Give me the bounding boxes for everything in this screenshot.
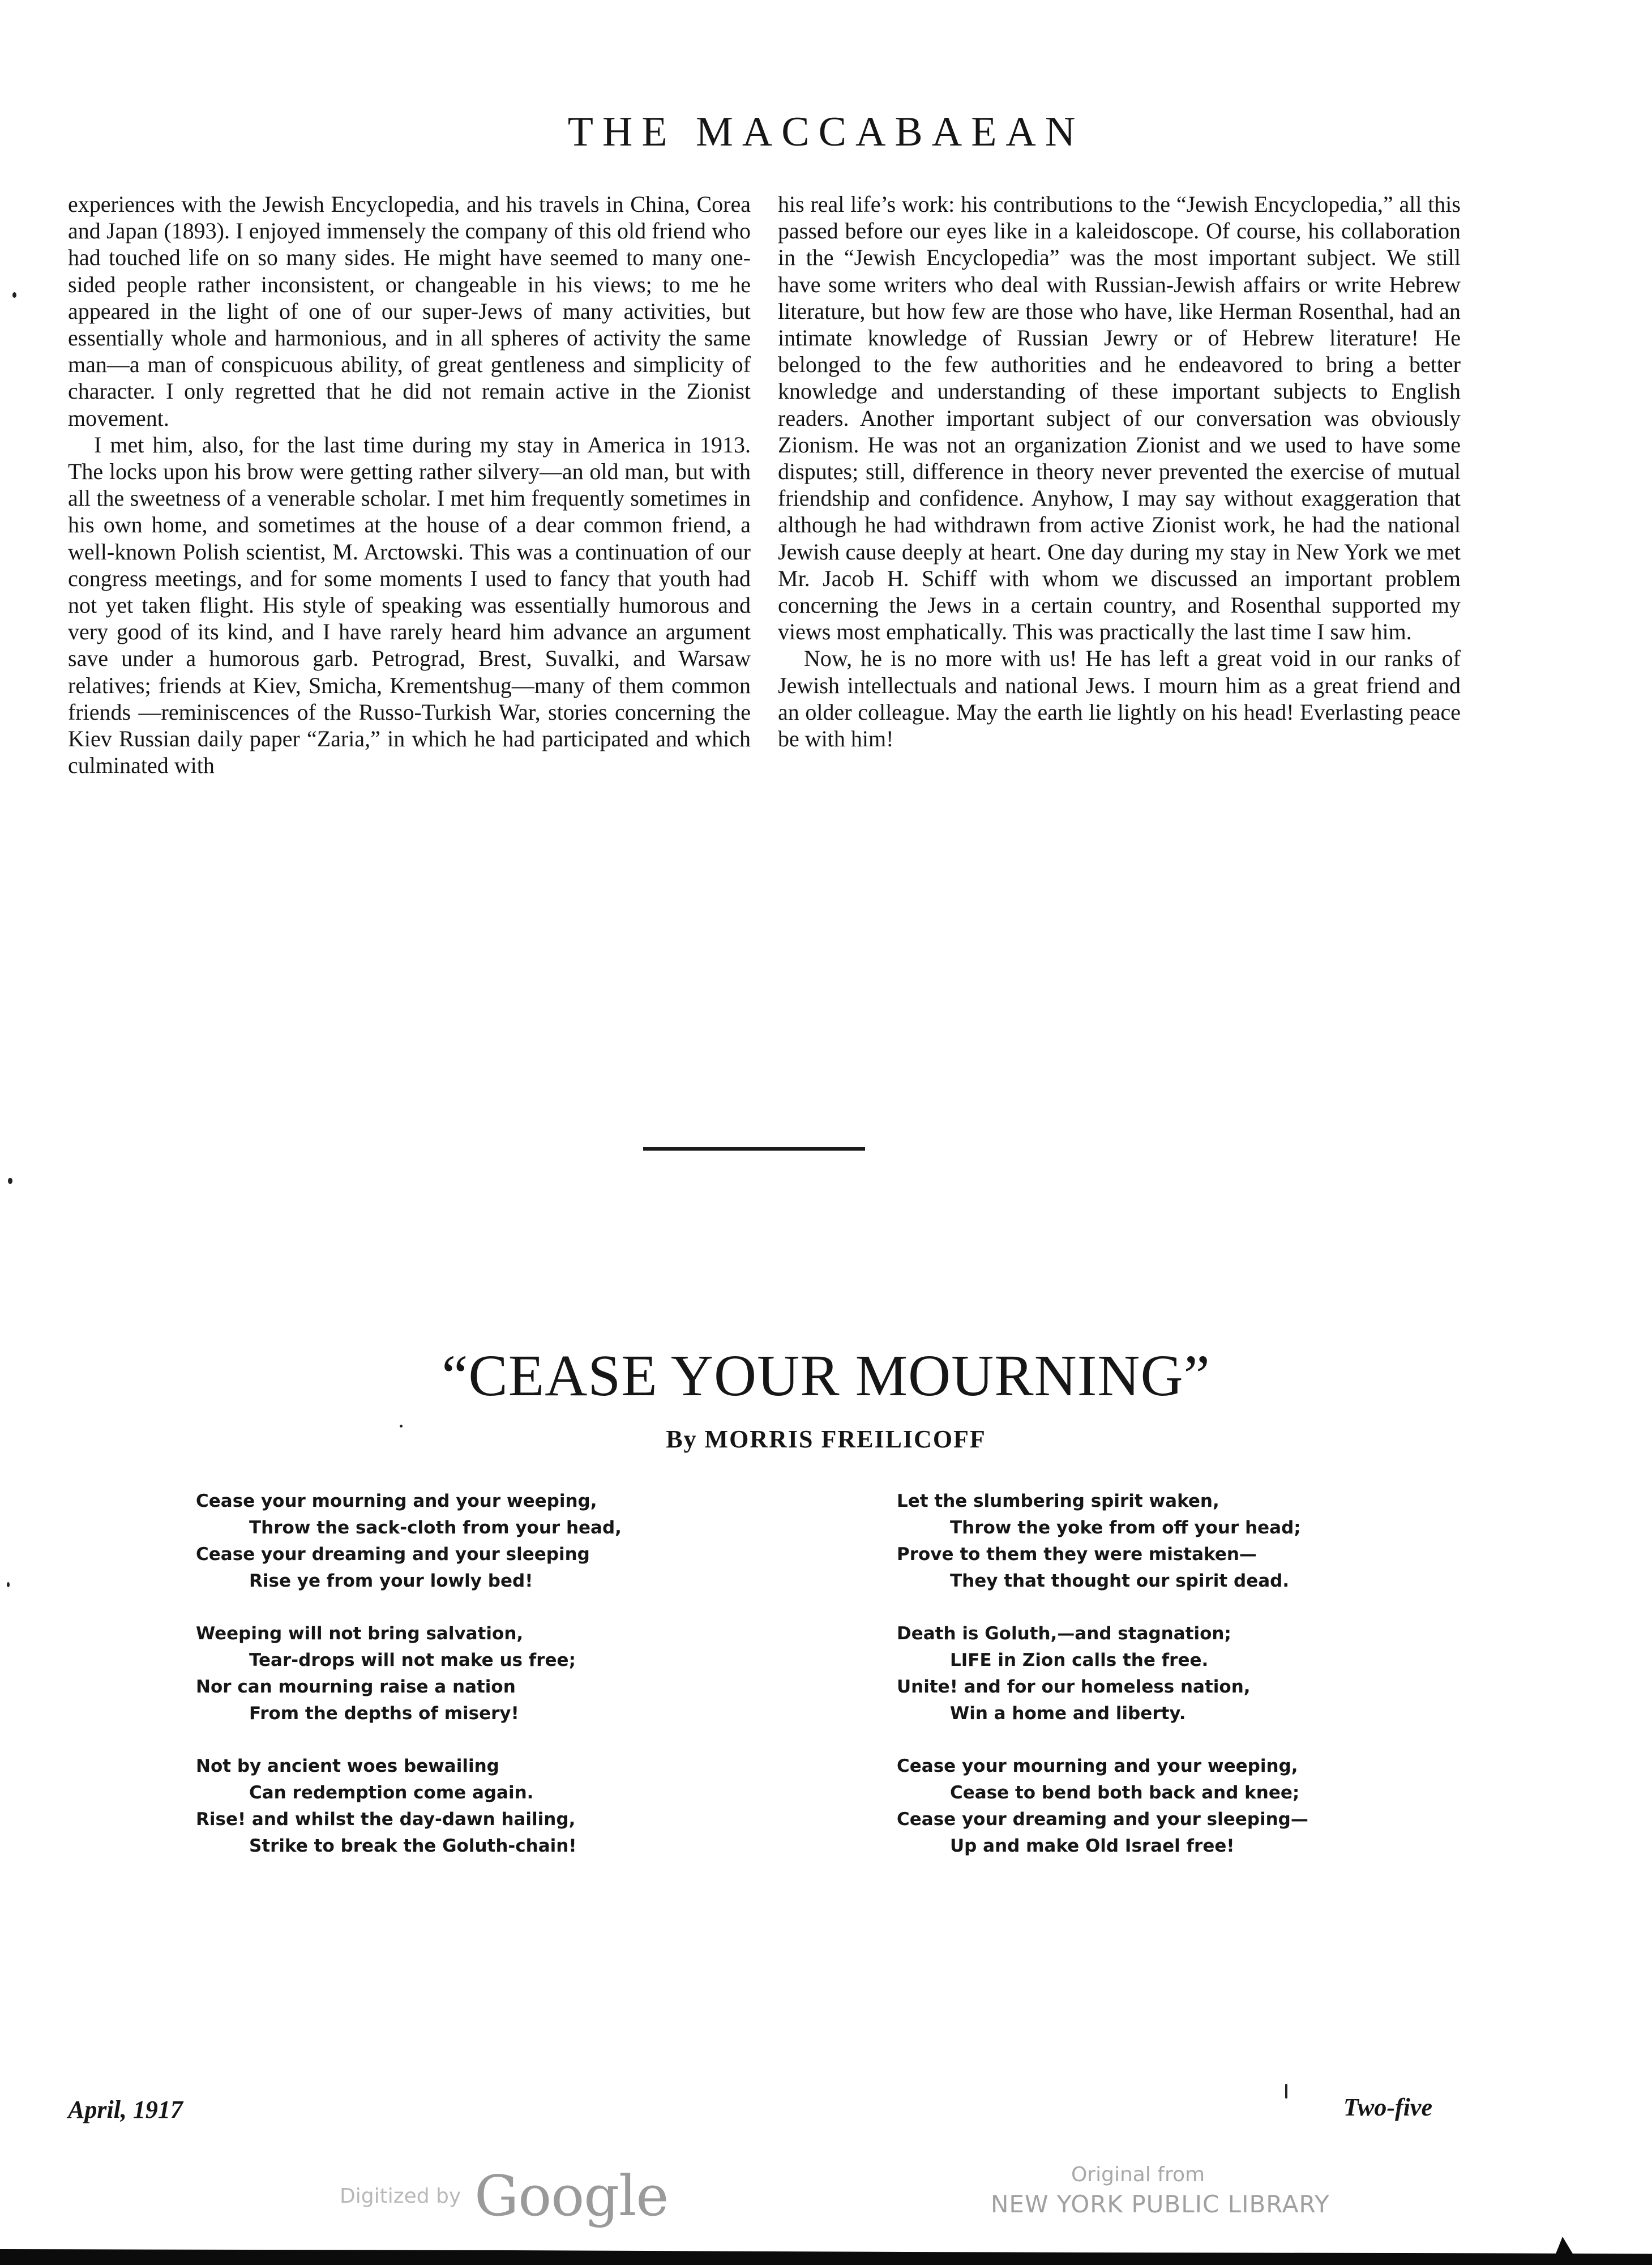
poem-byline: By MORRIS FREILICOFF (666, 1425, 986, 1453)
poem-right-column (897, 1488, 1463, 1886)
scan-speck (7, 1582, 10, 1587)
poem-line: LIFE in Zion calls the free. (950, 1650, 1209, 1670)
poem-stanza (196, 1621, 762, 1727)
article-paragraph: I met him, also, for the last time during my stay in America in 1913. The locks upon his brow were getting rather silvery—an old man, but with all the sweetness of a venerable scholar. I met him frequently sometimes in his own home, and sometimes at the house of a dear common friend, a well-known Polish scientist, M. Arctowski. This was a continuation of our congress meetings, and for some moments I used to fancy that youth had not yet taken flight. His style of speaking was essentially humorous and very good of its kind, and I have rarely heard him advance an argument save under a humorous garb. Petrograd, Brest, Suvalki, and Warsaw relatives; friends at Kiev, Smicha, Krementshug—many of them common friends —reminiscences of the Russo-Turkish War, stories concerning the Kiev Russian daily paper “Zaria,” in which he had participated and which culminated with (68, 431, 751, 779)
poem-stanza (196, 1753, 762, 1860)
poem-stanza (897, 1621, 1463, 1727)
poem-stanza (897, 1488, 1463, 1595)
issue-date: April, 1917 (68, 2096, 183, 2123)
poem-line: Rise ye from your lowly bed! (249, 1571, 533, 1591)
poem-line: Cease your mourning and your weeping, (897, 1756, 1298, 1776)
poem-line: Cease to bend both back and knee; (950, 1783, 1300, 1803)
page-number: Two-five (1343, 2093, 1432, 2121)
poem-line: Prove to them they were mistaken— (897, 1544, 1257, 1565)
poem-stanza (897, 1753, 1463, 1860)
poem-line: Let the slumbering spirit waken, (897, 1491, 1219, 1511)
poem-line: Cease your dreaming and your sleeping— (897, 1809, 1308, 1830)
scan-speck (8, 1178, 12, 1184)
poem-line: Not by ancient woes bewailing (196, 1756, 499, 1776)
google-logo: Google (474, 2164, 669, 2229)
poem-line: Cease your mourning and your weeping, (196, 1491, 597, 1511)
poem-line: Can redemption come again. (249, 1783, 534, 1803)
article-right-column (778, 191, 1461, 752)
library-label: NEW YORK PUBLIC LIBRARY (991, 2190, 1330, 2218)
original-from-label: Original from (1071, 2163, 1205, 2186)
scan-speck (12, 292, 16, 298)
poem-line: Rise! and whilst the day-dawn hailing, (196, 1809, 576, 1830)
scan-speck (1285, 2084, 1287, 2099)
poem-line: Tear-drops will not make us free; (249, 1650, 576, 1670)
poem-line: Throw the yoke from off your head; (950, 1518, 1301, 1538)
poem-line: Throw the sack-cloth from your head, (249, 1518, 622, 1538)
poem-line: Win a home and liberty. (950, 1703, 1186, 1724)
poem-line: They that thought our spirit dead. (950, 1571, 1290, 1591)
poem-title: “CEASE YOUR MOURNING” (442, 1343, 1210, 1408)
scan-speck (400, 1425, 403, 1428)
poem-line: From the depths of misery! (249, 1703, 519, 1724)
masthead: THE MACCABAEAN (567, 109, 1085, 155)
article-paragraph: Now, he is no more with us! He has left a great void in our ranks of Jewish intellectuals and national Jews. I mourn him as a great friend and an older colleague. May the earth lie lightly on his head! Everlasting peace be with him! (778, 646, 1461, 752)
poem-line: Death is Goluth,—and stagnation; (897, 1623, 1231, 1644)
poem-stanza (196, 1488, 762, 1595)
article-paragraph: his real life’s work: his contributions to the “Jewish Encyclopedia,” all this passed before our eyes like in a kaleidoscope. Of course, his collaboration in the “Jewish Encyclopedia” was the most important subject. We still have some writers who deal with Russian-Jewish affairs or write Hebrew literature, but how few are those who have, like Herman Rosenthal, had an intimate knowledge of Russian Jewry or of Hebrew literature! He belonged to the few authorities and he endeavored to bring a better knowledge and understanding of these important subjects to English readers. Another important subject of our conversation was obviously Zionism. He was not an organization Zionist and we used to have some disputes; still, difference in theory never prevented the exercise of mutual friendship and confidence. Anyhow, I may say without exaggeration that although he had withdrawn from active Zionist work, he had the national Jewish cause deeply at heart. One day during my stay in New York we met Mr. Jacob H. Schiff with whom we discussed an important problem concerning the Jews in a certain country, and Rosenthal supported my views most emphatically. This was practically the last time I saw him. (778, 191, 1461, 645)
article-left-column (68, 191, 751, 779)
poem-line: Cease your dreaming and your sleeping (196, 1544, 590, 1565)
poem-line: Strike to break the Goluth-chain! (249, 1836, 577, 1856)
poem-line: Weeping will not bring salvation, (196, 1623, 524, 1644)
poem-line: Unite! and for our homeless nation, (897, 1677, 1251, 1697)
poem-line: Nor can mourning raise a nation (196, 1677, 516, 1697)
section-divider (643, 1147, 865, 1151)
digitized-by-label: Digitized by (340, 2185, 461, 2208)
article-paragraph: experiences with the Jewish Encyclopedia, and his travels in China, Corea and Japan (1893). I enjoyed immensely the company of this old friend who had touched life on so many sides. He might have seemed to many one-sided people rather inconsistent, or changeable in his views; to me he appeared in the light of one of our super-Jews of many activities, but essentially whole and harmonious, and in all spheres of activity the same man—a man of conspicuous ability, of great gentleness and simplicity of character. I only regretted that he did not remain active in the Zionist movement. (68, 191, 751, 431)
poem-line: Up and make Old Israel free! (950, 1836, 1235, 1856)
scan-bottom-edge (0, 2237, 1652, 2265)
poem-left-column (196, 1488, 762, 1886)
